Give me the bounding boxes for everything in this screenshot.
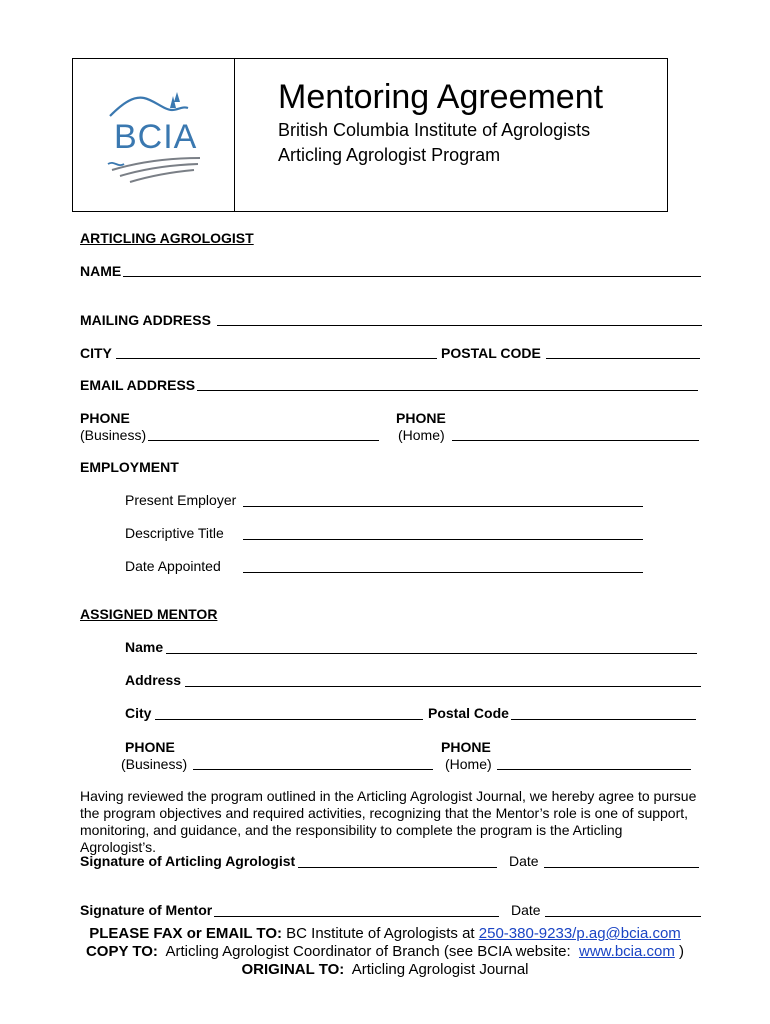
- footer-fax-heading: PLEASE FAX or EMAIL TO:: [89, 925, 282, 942]
- agreement-text: Having reviewed the program outlined in the Articling Agrologist Journal, we hereby agree to pursue the program objectives and required activities, recognizing that the Mentor’s role is one of support, monitoring, and guidance, and the responsibility to complete the program is the Articling Agrologist’s.: [80, 788, 697, 855]
- phone-business-label: PHONE: [80, 410, 130, 426]
- footer-original: [0, 961, 770, 978]
- appointed-field[interactable]: [243, 572, 643, 573]
- footer-copy-end: ): [674, 943, 685, 960]
- logo-cell: [72, 58, 235, 212]
- mentor-postal-label: Postal Code: [428, 705, 509, 721]
- title-label: Descriptive Title: [125, 525, 224, 541]
- footer-original-text: Articling Agrologist Journal: [344, 961, 529, 978]
- mentor-phone-home-field[interactable]: [497, 769, 691, 770]
- section-mentor: ASSIGNED MENTOR: [80, 606, 218, 622]
- footer-copy-text: Articling Agrologist Coordinator of Branch (see BCIA website:: [157, 943, 579, 960]
- name-label: NAME: [80, 263, 122, 279]
- home-label: (Home): [398, 427, 445, 443]
- footer-original-heading: ORIGINAL TO:: [241, 961, 345, 978]
- mentor-name-label: Name: [125, 639, 164, 655]
- postal-label: POSTAL CODE: [441, 345, 541, 361]
- footer-fax-text: BC Institute of Agrologists at: [282, 925, 479, 942]
- mentor-city-label: City: [125, 705, 152, 721]
- employment-label: EMPLOYMENT: [80, 459, 179, 475]
- footer-copy-heading: COPY TO:: [85, 943, 158, 960]
- signature-articling-label: Signature of Articling Agrologist: [80, 853, 296, 869]
- name-field[interactable]: [123, 276, 701, 277]
- mentor-phone-business-label: PHONE: [125, 739, 175, 755]
- city-label: CITY: [80, 345, 112, 361]
- postal-field[interactable]: [546, 358, 700, 359]
- signature-mentor-field[interactable]: [214, 916, 499, 917]
- phone-home-field[interactable]: [452, 440, 699, 441]
- logo-text: BCIA: [114, 118, 198, 156]
- footer-fax-link[interactable]: 250-380-9233/p.ag@bcia.com: [478, 925, 681, 942]
- date-mentor-label: Date: [511, 902, 541, 918]
- date-articling-field[interactable]: [544, 867, 699, 868]
- city-field[interactable]: [116, 358, 437, 359]
- mailing-field[interactable]: [217, 325, 702, 326]
- date-articling-label: Date: [509, 853, 539, 869]
- appointed-label: Date Appointed: [125, 558, 221, 574]
- email-field[interactable]: [197, 390, 698, 391]
- mailing-label: MAILING ADDRESS: [80, 312, 211, 328]
- footer-copy: [0, 943, 770, 960]
- signature-articling-field[interactable]: [298, 867, 497, 868]
- mentor-home-label: (Home): [445, 756, 492, 772]
- subtitle-program: Articling Agrologist Program: [278, 145, 501, 165]
- subtitle-institute: British Columbia Institute of Agrologists: [278, 120, 591, 140]
- email-label: EMAIL ADDRESS: [80, 377, 196, 393]
- mentor-business-label: (Business): [121, 756, 188, 772]
- phone-business-field[interactable]: [148, 440, 379, 441]
- mentor-postal-field[interactable]: [511, 719, 696, 720]
- title-field[interactable]: [243, 539, 643, 540]
- employer-field[interactable]: [243, 506, 643, 507]
- footer-fax: [0, 925, 770, 942]
- mentor-address-field[interactable]: [185, 686, 701, 687]
- mentor-city-field[interactable]: [155, 719, 423, 720]
- mentor-phone-business-field[interactable]: [193, 769, 433, 770]
- footer-website-link[interactable]: www.bcia.com: [578, 943, 675, 960]
- mentor-name-field[interactable]: [166, 653, 697, 654]
- mentor-address-label: Address: [125, 672, 182, 688]
- page-title: Mentoring Agreement: [278, 78, 604, 116]
- employer-label: Present Employer: [125, 492, 237, 508]
- date-mentor-field[interactable]: [545, 916, 701, 917]
- mentor-phone-home-label: PHONE: [441, 739, 491, 755]
- section-articling: ARTICLING AGROLOGIST: [80, 230, 254, 246]
- signature-mentor-label: Signature of Mentor: [80, 902, 213, 918]
- phone-home-label: PHONE: [396, 410, 446, 426]
- business-label: (Business): [80, 427, 147, 443]
